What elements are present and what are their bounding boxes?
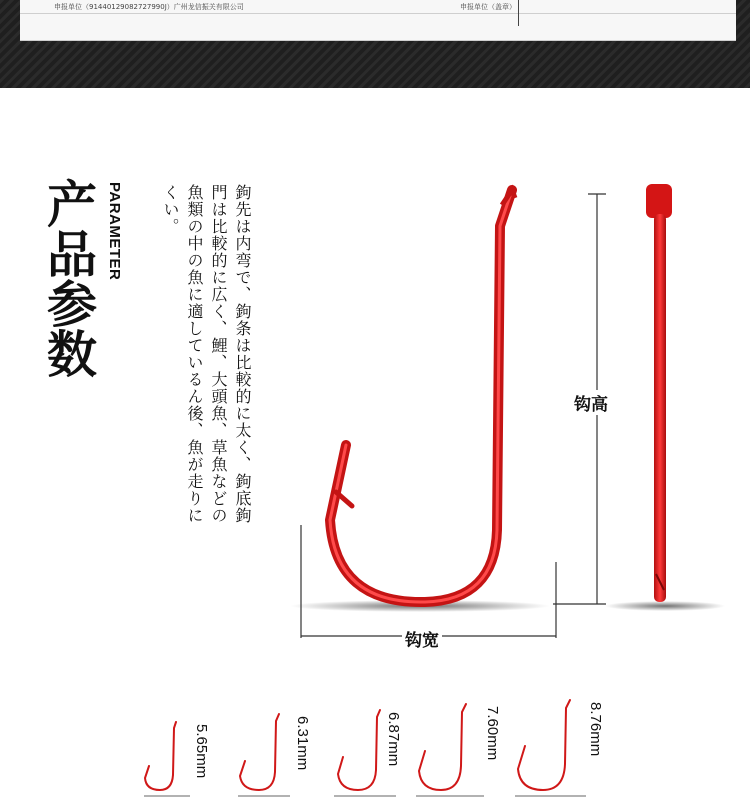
certificate-applicant-left: 申报单位（91440129082727990J）广州龙信振关有限公司 xyxy=(54,3,244,11)
size-label-4: 7.60mm xyxy=(484,706,501,761)
size-label-3: 6.87mm xyxy=(385,712,402,767)
size-hook-4-icon xyxy=(419,704,466,790)
hook-height-label: 钩高 xyxy=(571,390,611,415)
size-label-2: 6.31mm xyxy=(294,716,311,771)
hook-width-label: 钩宽 xyxy=(402,626,442,651)
hook-side-icon xyxy=(646,184,672,602)
certificate-applicant-right: 申报单位（盖章） xyxy=(460,3,516,11)
size-hook-5-icon xyxy=(518,700,570,790)
size-hook-3-icon xyxy=(338,710,380,790)
size-label-5: 8.76mm xyxy=(587,702,604,757)
product-description: 鉤先は内弯で、鉤条は比較的に太く、鉤底鉤門は比較的に広く、鯉、大頭魚、草魚などの魚類の中の魚に適しているん後、魚が走りにくい。 xyxy=(161,184,252,524)
page-subtitle: PARAMETER xyxy=(106,182,123,281)
hook-front-icon xyxy=(330,190,515,602)
width-dimension xyxy=(301,525,556,638)
size-hook-2-icon xyxy=(240,714,279,790)
side-hook-shadow xyxy=(605,601,725,611)
page-title: 产品参数 xyxy=(39,178,97,378)
size-label-1: 5.65mm xyxy=(193,724,210,779)
size-hook-1-icon xyxy=(145,722,176,790)
